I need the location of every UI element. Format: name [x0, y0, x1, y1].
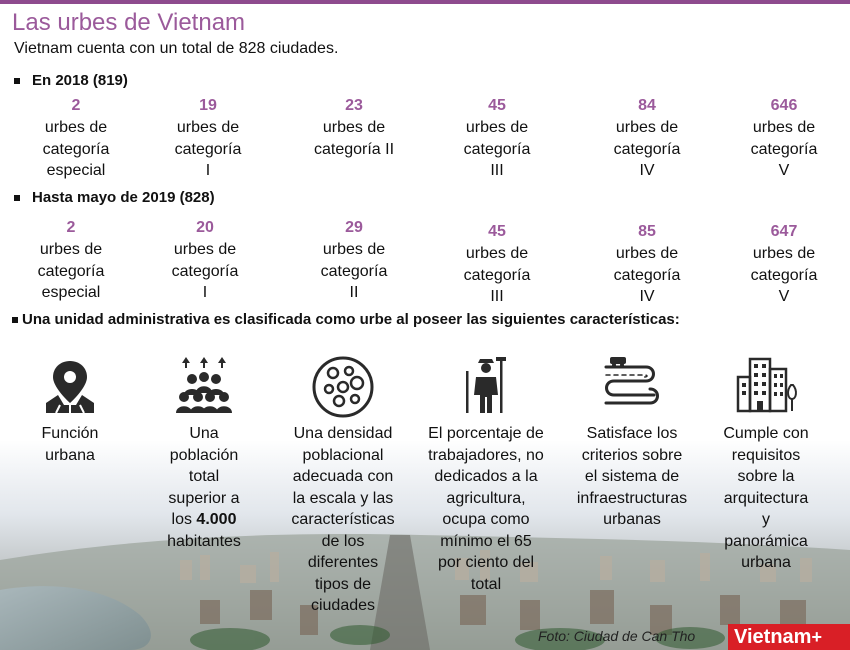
page-subtitle: Vietnam cuenta con un total de 828 ciudades.	[14, 40, 339, 57]
feature-density	[273, 355, 413, 617]
feature-line: arquitectura	[723, 489, 809, 507]
feature-line: urbana	[741, 554, 791, 571]
stat-line: categoría	[613, 266, 681, 284]
feature-bold-prefix: los	[171, 511, 197, 528]
stat-line: urbes de	[173, 241, 237, 258]
stat-number: 2	[66, 219, 76, 236]
feature-urban-function	[0, 355, 140, 466]
stat-line: categoría	[750, 266, 818, 284]
feature-line: panorámica	[724, 532, 808, 550]
stat-line: urbes de	[752, 245, 816, 262]
stat-line: urbes de	[322, 241, 386, 258]
feature-line: diferentes	[307, 554, 379, 571]
feature-population	[134, 355, 274, 552]
stat-number: 45	[488, 223, 506, 240]
stat-line: urbes de	[615, 119, 679, 136]
feature-line: por ciento del	[437, 554, 535, 571]
stat-line: categoría	[320, 262, 388, 280]
feature-line-bold	[134, 509, 274, 531]
feature-line: población	[169, 446, 239, 464]
criteria-heading	[12, 311, 680, 328]
stat-item	[143, 95, 273, 182]
feature-line: y	[762, 511, 770, 528]
stat-line: I	[202, 284, 208, 301]
feature-line: superior a	[168, 489, 240, 507]
stat-number: 85	[638, 223, 656, 240]
logo-text: Vietnam	[734, 626, 812, 648]
stat-item	[289, 95, 419, 160]
feature-architecture	[696, 355, 836, 574]
road-icon	[600, 355, 664, 415]
feature-line: agricultura,	[446, 489, 526, 507]
feature-line: ocupa como	[442, 511, 530, 528]
stat-line: urbes de	[752, 119, 816, 136]
stat-line: categoría	[37, 262, 105, 280]
criteria-heading-text: Una unidad administrativa es clasificada como urbe al poseer las siguientes características:	[22, 311, 680, 328]
bullet-icon	[14, 195, 20, 201]
worker-icon	[456, 355, 516, 415]
stat-line: categoría	[171, 262, 239, 280]
stat-number: 20	[196, 219, 214, 236]
feature-line: mínimo el 65	[440, 532, 532, 550]
stat-number: 29	[345, 219, 363, 236]
stat-line: categoría	[42, 140, 110, 158]
stat-number: 647	[770, 223, 798, 240]
stat-line: urbes de	[615, 245, 679, 262]
stat-line: IV	[639, 288, 655, 305]
stat-line: especial	[46, 162, 106, 179]
buildings-icon	[734, 355, 798, 415]
feature-line: Satisface los	[586, 425, 678, 442]
feature-line: trabajadores, no	[428, 446, 544, 464]
feature-line: requisitos	[731, 446, 801, 464]
feature-line: total	[470, 575, 502, 593]
feature-line: de los	[321, 532, 365, 550]
bullet-icon	[12, 317, 18, 323]
population-icon	[174, 355, 234, 415]
stat-line: urbes de	[39, 241, 103, 258]
section-heading-2019	[14, 189, 215, 206]
stat-line: V	[778, 162, 790, 179]
stat-line: IV	[639, 162, 655, 179]
stat-item	[11, 95, 141, 182]
section-heading-text: En 2018 (819)	[32, 72, 128, 89]
feature-line: El porcentaje de	[428, 425, 544, 442]
feature-line: urbanas	[603, 511, 661, 528]
feature-line: adecuada con	[292, 468, 394, 485]
feature-line: poblacional	[302, 446, 384, 464]
stat-item	[719, 221, 849, 308]
feature-line: tipos de	[314, 575, 372, 593]
feature-line: criterios sobre	[581, 446, 683, 464]
stat-line: I	[205, 162, 211, 179]
stat-line: urbes de	[465, 119, 529, 136]
stat-item	[582, 221, 712, 308]
population-threshold: 4.000	[196, 511, 237, 528]
stat-item	[582, 95, 712, 182]
feature-line: habitantes	[167, 532, 241, 550]
stat-number: 19	[199, 97, 217, 114]
map-pin-icon	[40, 355, 100, 415]
vietnamplus-logo	[728, 624, 850, 650]
feature-line: Una densidad	[293, 425, 393, 442]
stat-item	[6, 217, 136, 304]
feature-line: Cumple con	[723, 425, 809, 442]
feature-line: infraestructuras	[576, 489, 688, 507]
section-heading-text: Hasta mayo de 2019 (828)	[32, 189, 215, 206]
stat-line: urbes de	[465, 245, 529, 262]
stat-line: categoría	[463, 140, 531, 158]
feature-line: ciudades	[310, 597, 376, 614]
stat-item	[432, 95, 562, 182]
stat-line: categoría	[750, 140, 818, 158]
stat-line: urbes de	[176, 119, 240, 136]
stat-item	[289, 217, 419, 304]
stat-line: categoría	[463, 266, 531, 284]
logo-plus: +	[811, 627, 822, 647]
feature-line: la escala y las	[292, 489, 394, 507]
page-title: Las urbes de Vietnam	[12, 9, 246, 36]
stat-line: urbes de	[44, 119, 108, 136]
stat-line: urbes de	[322, 119, 386, 136]
feature-line: dedicados a la	[434, 468, 538, 485]
stat-number: 23	[345, 97, 363, 114]
top-accent-bar	[0, 0, 850, 4]
feature-line: Función	[41, 425, 99, 442]
density-circle-icon	[311, 355, 375, 419]
feature-line: Una	[189, 425, 219, 442]
stat-line: II	[349, 284, 359, 301]
feature-line: total	[188, 468, 220, 485]
stat-item	[140, 217, 270, 304]
stat-number: 84	[638, 97, 656, 114]
feature-infrastructure	[562, 355, 702, 531]
stat-line: categoría	[613, 140, 681, 158]
stat-item	[719, 95, 849, 182]
stat-line: V	[778, 288, 790, 305]
photo-credit: Foto: Ciudad de Can Tho	[538, 628, 696, 644]
feature-line: sobre la	[737, 468, 795, 485]
feature-line: características	[291, 511, 395, 528]
feature-line: urbana	[45, 446, 95, 464]
bullet-icon	[14, 78, 20, 84]
stat-number: 646	[770, 97, 798, 114]
feature-line: el sistema de	[584, 468, 680, 485]
stat-number: 2	[71, 97, 81, 114]
stat-item	[432, 221, 562, 308]
stat-line: categoría II	[313, 140, 395, 158]
stat-line: III	[490, 162, 504, 179]
stat-line: categoría	[174, 140, 242, 158]
stat-line: especial	[41, 284, 101, 301]
stat-number: 45	[488, 97, 506, 114]
stat-line: III	[490, 288, 504, 305]
section-heading-2018	[14, 72, 128, 89]
feature-workforce	[416, 355, 556, 595]
